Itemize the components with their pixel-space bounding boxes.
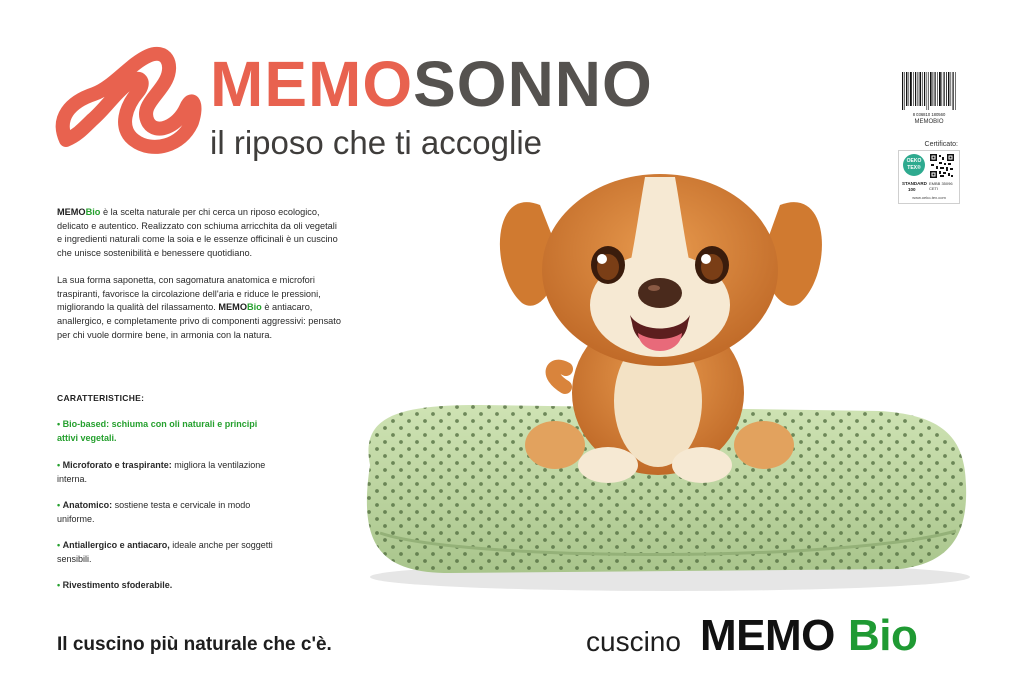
cert-code: EMBB 35096 CETI	[929, 181, 953, 191]
tagline: il riposo che ti accoglie	[210, 124, 542, 161]
puppy-on-pillow-image	[340, 165, 980, 595]
brand-sonno: SONNO	[413, 48, 653, 120]
product-memo: MEMO	[700, 611, 835, 660]
oeko-line1: OEKO	[906, 158, 922, 164]
memosonno-logo-icon	[52, 44, 202, 156]
feature-rest: sostiene testa e cervicale in modo uniforme.	[57, 500, 251, 524]
feature-rest: ideale anche per soggetti sensibili.	[57, 540, 273, 564]
feature-item	[57, 499, 277, 526]
intro-paragraph-2-text: La sua forma saponetta, con sagomatura anatomica e microfori traspiranti, favorisce la circolazione dell'aria e riduce le pressioni, migliorando la qualità del rilassamento.	[57, 274, 321, 313]
brand-memo: MEMO	[210, 48, 414, 120]
barcode-digits: 8 036810 180560	[912, 112, 946, 117]
intro-paragraph-2-text-end: è antiacaro, anallergico, e completamente privo di componenti aggressivi: pensato per chi vuole dormire bene, in armonia con la natura.	[57, 302, 341, 340]
feature-item	[57, 459, 277, 486]
feature-rest: migliora la ventilazione interna.	[57, 460, 266, 484]
intro-paragraph-1-text: è la scelta naturale per chi cerca un riposo ecologico, delicato e autentico. Realizzato con schiuma arricchita da oli vegetali e ingredienti naturali come la soia e le essenze officinali è un cuscino che unisce sostenibilità e benessere quotidiano.	[57, 207, 338, 259]
feature-item	[57, 579, 277, 593]
product-prefix: cuscino	[586, 626, 681, 657]
bio-word: Bio	[85, 207, 101, 217]
cert-url: www.oeko-tex.com	[912, 195, 946, 200]
features-title: CARATTERISTICHE:	[57, 393, 145, 403]
cert-standard-number: 100	[908, 187, 916, 192]
cert-standard-label: STANDARD	[902, 181, 927, 186]
cert-label: Certificato:	[924, 141, 958, 148]
bullet-icon: •	[57, 580, 61, 590]
bio-word: Bio	[246, 302, 262, 313]
product-bio: Bio	[848, 611, 918, 660]
feature-item	[57, 539, 277, 566]
bullet-icon: •	[57, 540, 61, 550]
intro-text	[57, 206, 342, 355]
memo-word: MEMO	[218, 302, 247, 313]
barcode-label: MEMOBIO	[914, 119, 944, 125]
feature-bold: Bio-based: schiuma con oli naturali e principi attivi vegetali.	[57, 419, 258, 443]
slogan: Il cuscino più naturale che c'è.	[57, 634, 332, 655]
feature-bold: Antiallergico e antiacaro,	[62, 540, 170, 550]
feature-bold: Rivestimento sfoderabile.	[62, 580, 173, 590]
bullet-icon: •	[57, 460, 61, 470]
brand-wordmark	[210, 48, 653, 120]
feature-bold: Microforato e traspirante:	[62, 460, 172, 470]
feature-bold: Anatomico:	[62, 500, 113, 510]
barcode-icon	[900, 72, 958, 118]
intro-paragraph-1	[57, 206, 342, 261]
bullet-icon: •	[57, 500, 61, 510]
feature-item	[57, 418, 277, 445]
memo-word: MEMO	[57, 207, 86, 217]
oeko-line2: TEX®	[907, 165, 921, 171]
bullet-icon: •	[57, 419, 61, 429]
intro-paragraph-2	[57, 274, 342, 343]
